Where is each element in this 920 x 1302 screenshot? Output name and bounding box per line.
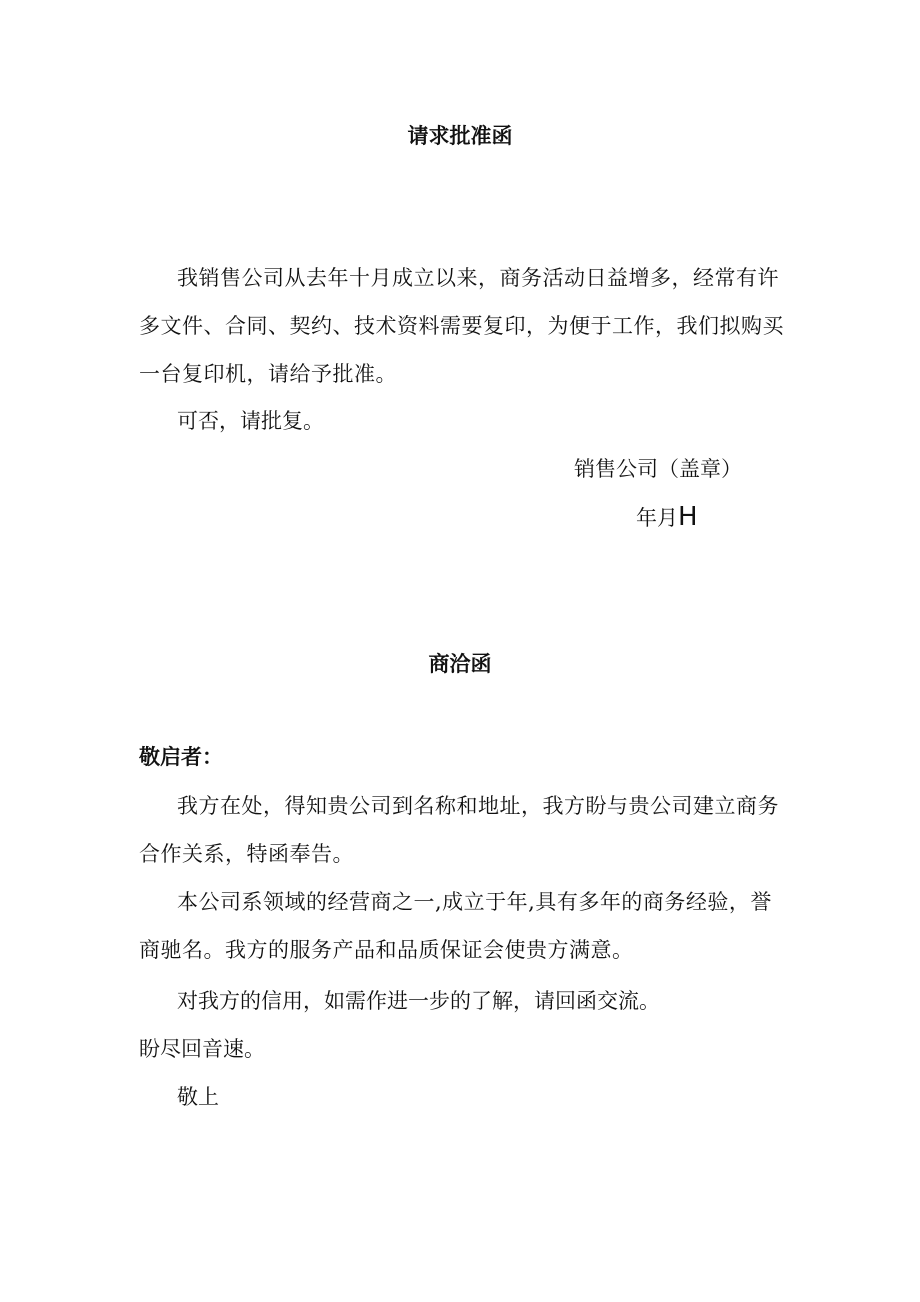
letter1-date-prefix: 年月 [636,506,678,530]
letter1-title: 请求批准函 [407,124,513,148]
letter2-salutation: 敬启者： [139,745,223,769]
letter1-date [636,503,698,532]
letter2-paragraph1: 我方在处，得知贵公司到名称和地址，我方盼与贵公司建立商务合作关系，特函奉告。 [139,794,779,866]
letter2-paragraph2: 本公司系领域的经营商之一,成立于年,具有多年的商务经验，誉商驰名。我方的服务产品和品质保证会使贵方满意。 [139,890,772,962]
letter1-signature: 销售公司（盖章） [574,457,742,481]
letter2-sign-off: 敬上 [177,1085,219,1109]
letter1-request-line: 可否，请批复。 [177,409,324,433]
letter2-closing-line: 盼尽回音速。 [139,1037,265,1061]
letter2-paragraph3: 对我方的信用，如需作进一步的了解，请回函交流。 [177,989,660,1013]
letter2-title: 商洽函 [428,652,492,676]
letter1-date-suffix: H [678,502,698,532]
letter1-body-paragraph: 我销售公司从去年十月成立以来，商务活动日益增多，经常有许多文件、合同、契约、技术资料需要复印，为便于工作，我们拟购买一台复印机，请给予批准。 [139,266,784,386]
